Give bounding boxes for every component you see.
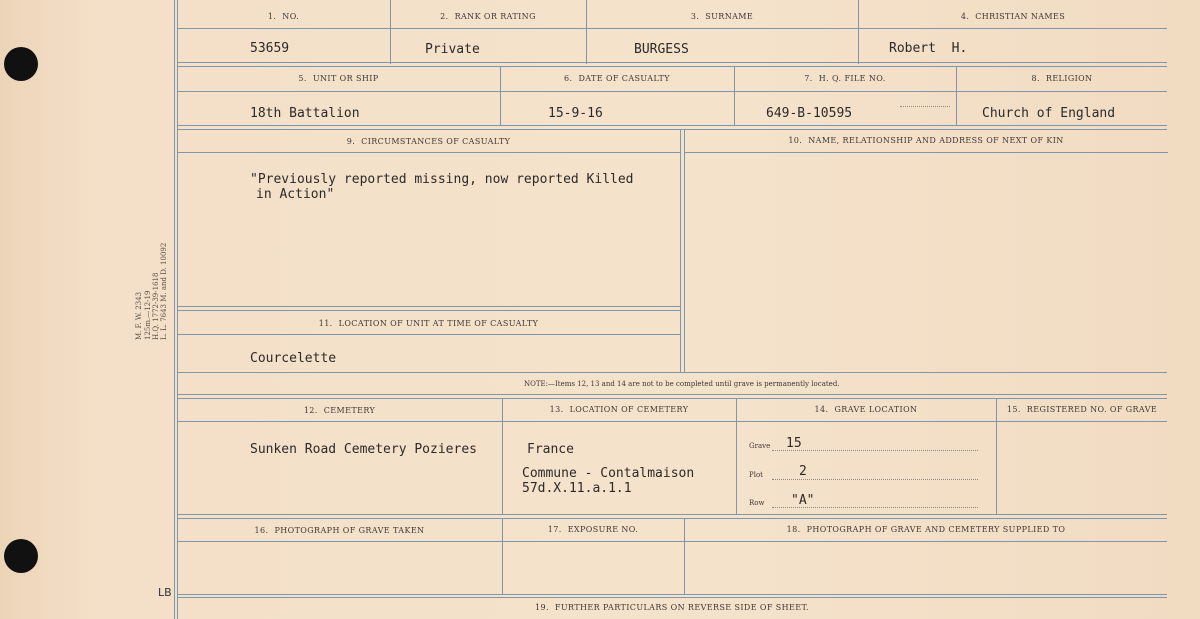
value-number: 53659 <box>250 41 290 56</box>
rule <box>177 597 1167 598</box>
header-grave-location: 14. GRAVE LOCATION <box>814 405 918 414</box>
rule <box>177 541 1167 542</box>
rule <box>177 421 1167 422</box>
rule <box>684 152 1168 153</box>
header-location-of-unit: 11. LOCATION OF UNIT AT TIME OF CASUALTY <box>318 319 539 328</box>
value-cemetery: Sunken Road Cemetery Pozieres <box>250 442 477 457</box>
punch-hole-top <box>4 47 38 81</box>
value-grave: 15 <box>786 436 802 451</box>
value-date: 15-9-16 <box>548 106 603 121</box>
rule <box>177 28 1167 29</box>
divider <box>684 129 685 372</box>
value-row: "A" <box>791 493 815 508</box>
divider <box>502 398 503 514</box>
header-rank: 2. RANK OR RATING <box>440 12 536 21</box>
value-rank: Private <box>425 42 480 57</box>
footer-further-particulars: 19. FURTHER PARTICULARS ON REVERSE SIDE OF SHEET. <box>534 603 810 612</box>
header-christian-names: 4. CHRISTIAN NAMES <box>960 12 1066 21</box>
rule <box>177 91 1167 92</box>
header-exposure-no: 17. EXPOSURE NO. <box>547 525 639 534</box>
divider <box>680 129 681 372</box>
plot-line <box>772 479 978 480</box>
header-circumstances: 9. CIRCUMSTANCES OF CASUALTY <box>346 137 511 146</box>
side-print-1: M. F. W. 2343 <box>135 291 143 340</box>
grave-line <box>772 450 978 451</box>
header-surname: 3. SURNAME <box>690 12 754 21</box>
header-location-of-cemetery: 13. LOCATION OF CEMETERY <box>549 405 689 414</box>
value-unit: 18th Battalion <box>250 106 360 121</box>
divider <box>586 0 587 64</box>
header-photo-supplied: 18. PHOTOGRAPH OF GRAVE AND CEMETERY SUPPLIED TO <box>786 525 1066 534</box>
rule <box>177 394 1167 399</box>
value-location-of-unit: Courcelette <box>250 351 337 366</box>
rule <box>177 62 1167 67</box>
header-photo-taken: 16. PHOTOGRAPH OF GRAVE TAKEN <box>254 526 425 535</box>
label-row: Row <box>749 499 765 507</box>
rule <box>177 152 680 153</box>
value-christian-names: Robert H. <box>889 41 968 56</box>
value-circumstances-line-2: in Action" <box>256 187 335 202</box>
divider <box>736 398 737 514</box>
file-no-dots <box>900 106 950 107</box>
label-grave: Grave <box>749 442 771 450</box>
rule <box>177 306 680 311</box>
value-cemetery-map-ref: 57d.X.11.a.1.1 <box>522 481 632 496</box>
header-religion: 8. RELIGION <box>1031 74 1093 83</box>
header-next-of-kin: 10. NAME, RELATIONSHIP AND ADDRESS OF NEXT OF KIN <box>788 136 1064 145</box>
value-religion: Church of England <box>982 106 1116 121</box>
lb-mark: LB <box>158 586 172 599</box>
rule <box>177 334 680 335</box>
punch-hole-bottom <box>4 539 38 573</box>
value-cemetery-commune: Commune - Contalmaison <box>522 466 695 481</box>
divider <box>390 0 391 64</box>
note-text: NOTE:—Items 12, 13 and 14 are not to be completed until grave is permanently located. <box>524 380 840 388</box>
side-print-4: L. L. 7643 M. and D. 10092 <box>160 242 168 340</box>
value-file-no: 649-B-10595 <box>766 106 853 121</box>
divider <box>996 398 997 514</box>
side-print-3: H.Q. 1772-39-1618 <box>152 272 160 340</box>
left-rule <box>174 0 175 619</box>
rule <box>177 125 1167 130</box>
rule <box>177 594 1167 595</box>
header-unit: 5. UNIT OR SHIP <box>298 74 379 83</box>
value-plot: 2 <box>799 464 807 479</box>
rule <box>177 372 1167 373</box>
header-date: 6. DATE OF CASUALTY <box>564 74 670 83</box>
header-file-no: 7. H. Q. FILE NO. <box>804 74 886 83</box>
label-plot: Plot <box>749 471 763 479</box>
value-circumstances-line-1: "Previously reported missing, now reported Killed <box>250 172 634 187</box>
value-surname: BURGESS <box>634 42 689 57</box>
side-print-2: 125m.—12-19 <box>144 290 152 340</box>
header-no: 1. NO. <box>267 12 300 21</box>
header-cemetery: 12. CEMETERY <box>303 406 376 415</box>
value-cemetery-country: France <box>527 442 574 457</box>
rule <box>177 514 1167 519</box>
header-registered-no: 15. REGISTERED NO. OF GRAVE <box>1006 405 1158 414</box>
divider <box>858 0 859 64</box>
